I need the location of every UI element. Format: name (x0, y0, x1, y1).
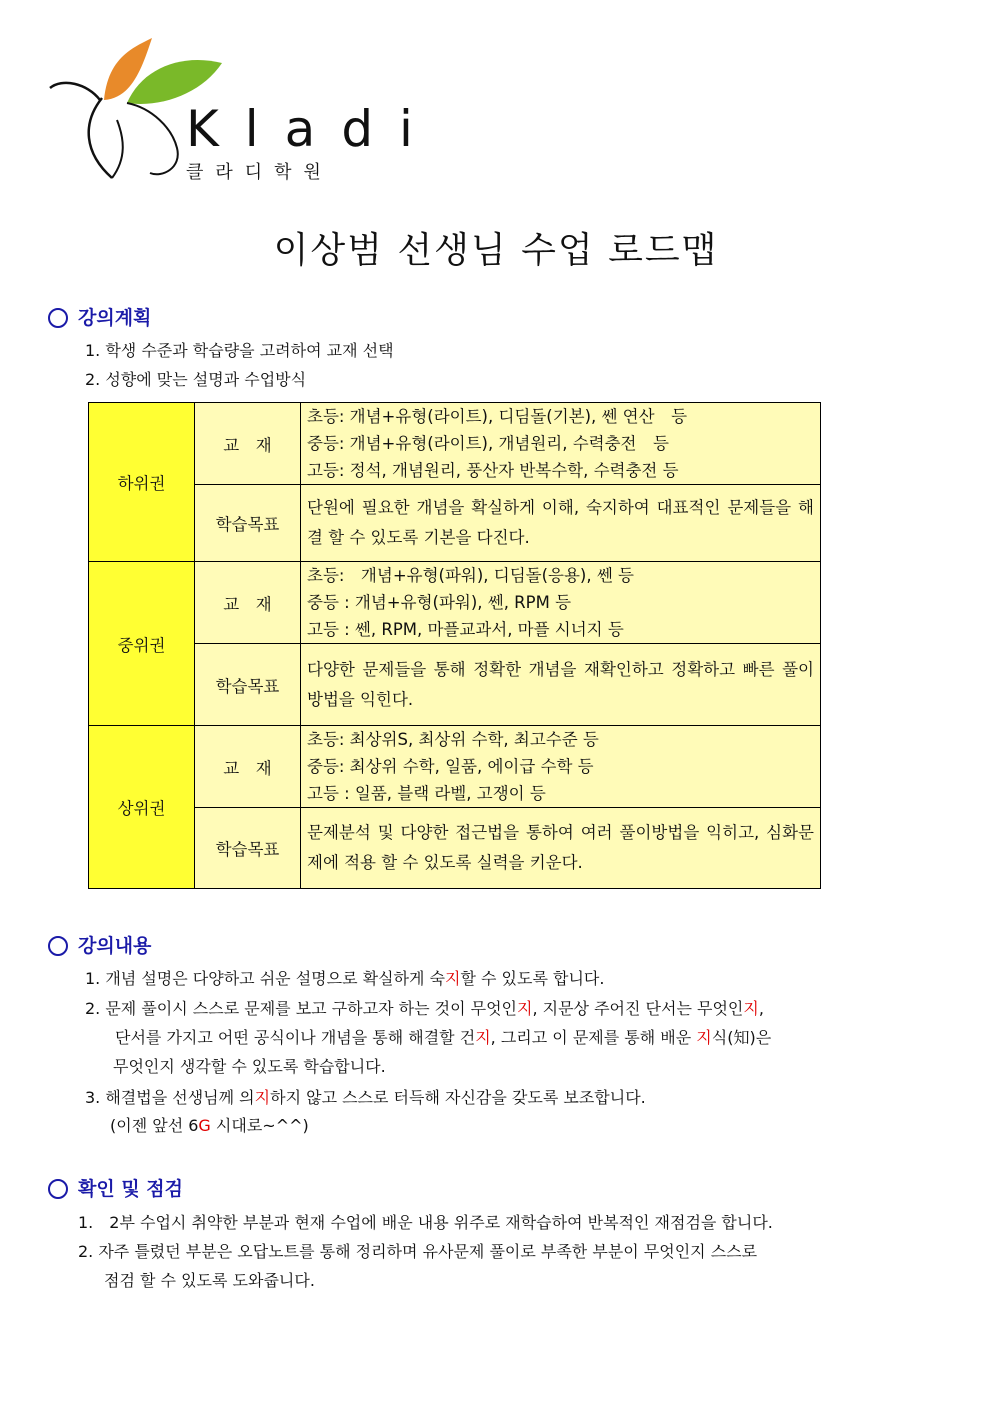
level-cell: 상위권 (89, 726, 195, 889)
plan-item-1: 1. 학생 수준과 학습량을 고려하여 교재 선택 (85, 341, 394, 360)
goal-label-cell: 학습목표 (195, 644, 301, 726)
check-item-2-line-2: 점검 할 수 있도록 도와줍니다. (104, 1271, 315, 1290)
material-line: 초등: 개념+유형(라이트), 디딤돌(기본), 쎈 연산 등 (307, 407, 688, 426)
level-cell: 중위권 (89, 562, 195, 726)
circle-bullet-icon (48, 936, 68, 956)
goal-label-cell: 학습목표 (195, 485, 301, 562)
material-line: 초등: 최상위S, 최상위 수학, 최고수준 등 (307, 730, 599, 749)
table-row (89, 644, 821, 726)
material-line: 고등 : 쎈, RPM, 마플교과서, 마플 시너지 등 (307, 620, 624, 639)
plan-heading: 강의계획 (48, 303, 151, 330)
content-item-2: 2. 문제 풀이시 스스로 문제를 보고 구하고자 하는 것이 무엇인지, 지문상 주어진 단서는 무엇인지, (85, 999, 764, 1018)
material-label-cell: 교 재 (195, 403, 301, 485)
logo-subtitle: 클라디학원 (186, 162, 333, 183)
content-heading: 강의내용 (48, 931, 151, 958)
table-row (89, 726, 821, 808)
material-line: 중등 : 개념+유형(파워), 쎈, RPM 등 (307, 593, 572, 612)
content-item-3: 3. 해결법을 선생님께 의지하지 않고 스스로 터득해 자신감을 갖도록 보조합니다. (85, 1088, 646, 1107)
material-cell (301, 726, 821, 808)
check-item-1: 1. 2부 수업시 취약한 부분과 현재 수업에 배운 내용 위주로 재학습하여 반복적인 재점검을 합니다. (78, 1213, 773, 1232)
material-line: 고등 : 일품, 블랙 라벨, 고쟁이 등 (307, 784, 546, 803)
content-item-2-line-2: 단서를 가지고 어떤 공식이나 개념을 통해 해결할 건지, 그리고 이 문제를 통해 배운 지식(知)은 (115, 1028, 772, 1047)
material-line: 초등: 개념+유형(파워), 디딤돌(응용), 쎈 등 (307, 566, 634, 585)
material-label-cell: 교 재 (195, 562, 301, 644)
table-row (89, 808, 821, 889)
material-cell (301, 562, 821, 644)
goal-label-cell: 학습목표 (195, 808, 301, 889)
content-note: (이젠 앞선 6G 시대로~^^) (110, 1116, 309, 1135)
goal-cell: 문제분석 및 다양한 접근법을 통하여 여러 풀이방법을 익히고, 심화문제에 적용 할 수 있도록 실력을 키운다. (301, 808, 821, 889)
table-row (89, 403, 821, 485)
material-line: 중등: 최상위 수학, 일품, 에이급 수학 등 (307, 757, 594, 776)
level-cell: 하위권 (89, 403, 195, 562)
material-cell (301, 403, 821, 485)
table-row (89, 485, 821, 562)
check-item-2: 2. 자주 틀렸던 부분은 오답노트를 통해 정리하며 유사문제 풀이로 부족한 부분이 무엇인지 스스로 (78, 1242, 758, 1261)
material-label-cell: 교 재 (195, 726, 301, 808)
table-row (89, 562, 821, 644)
circle-bullet-icon (48, 308, 68, 328)
check-heading: 확인 및 점검 (48, 1174, 183, 1201)
goal-cell: 다양한 문제들을 통해 정확한 개념을 재확인하고 정확하고 빠른 풀이 방법을 익힌다. (301, 644, 821, 726)
roadmap-table (88, 402, 821, 889)
goal-cell: 단원에 필요한 개념을 확실하게 이해, 숙지하여 대표적인 문제들을 해결 할 수 있도록 기본을 다진다. (301, 485, 821, 562)
page-title: 이상범 선생님 수업 로드맵 (273, 230, 719, 271)
circle-bullet-icon (48, 1179, 68, 1199)
plan-item-2: 2. 성향에 맞는 설명과 수업방식 (85, 370, 307, 389)
content-item-1: 1. 개념 설명은 다양하고 쉬운 설명으로 확실하게 숙지할 수 있도록 합니다. (85, 969, 605, 988)
logo-wordmark: Kladi (186, 100, 439, 158)
material-line: 중등: 개념+유형(라이트), 개념원리, 수력충전 등 (307, 434, 669, 453)
content-item-2-line-3: 무엇인지 생각할 수 있도록 학습합니다. (113, 1057, 386, 1076)
material-line: 고등: 정석, 개념원리, 풍산자 반복수학, 수력충전 등 (307, 461, 679, 480)
